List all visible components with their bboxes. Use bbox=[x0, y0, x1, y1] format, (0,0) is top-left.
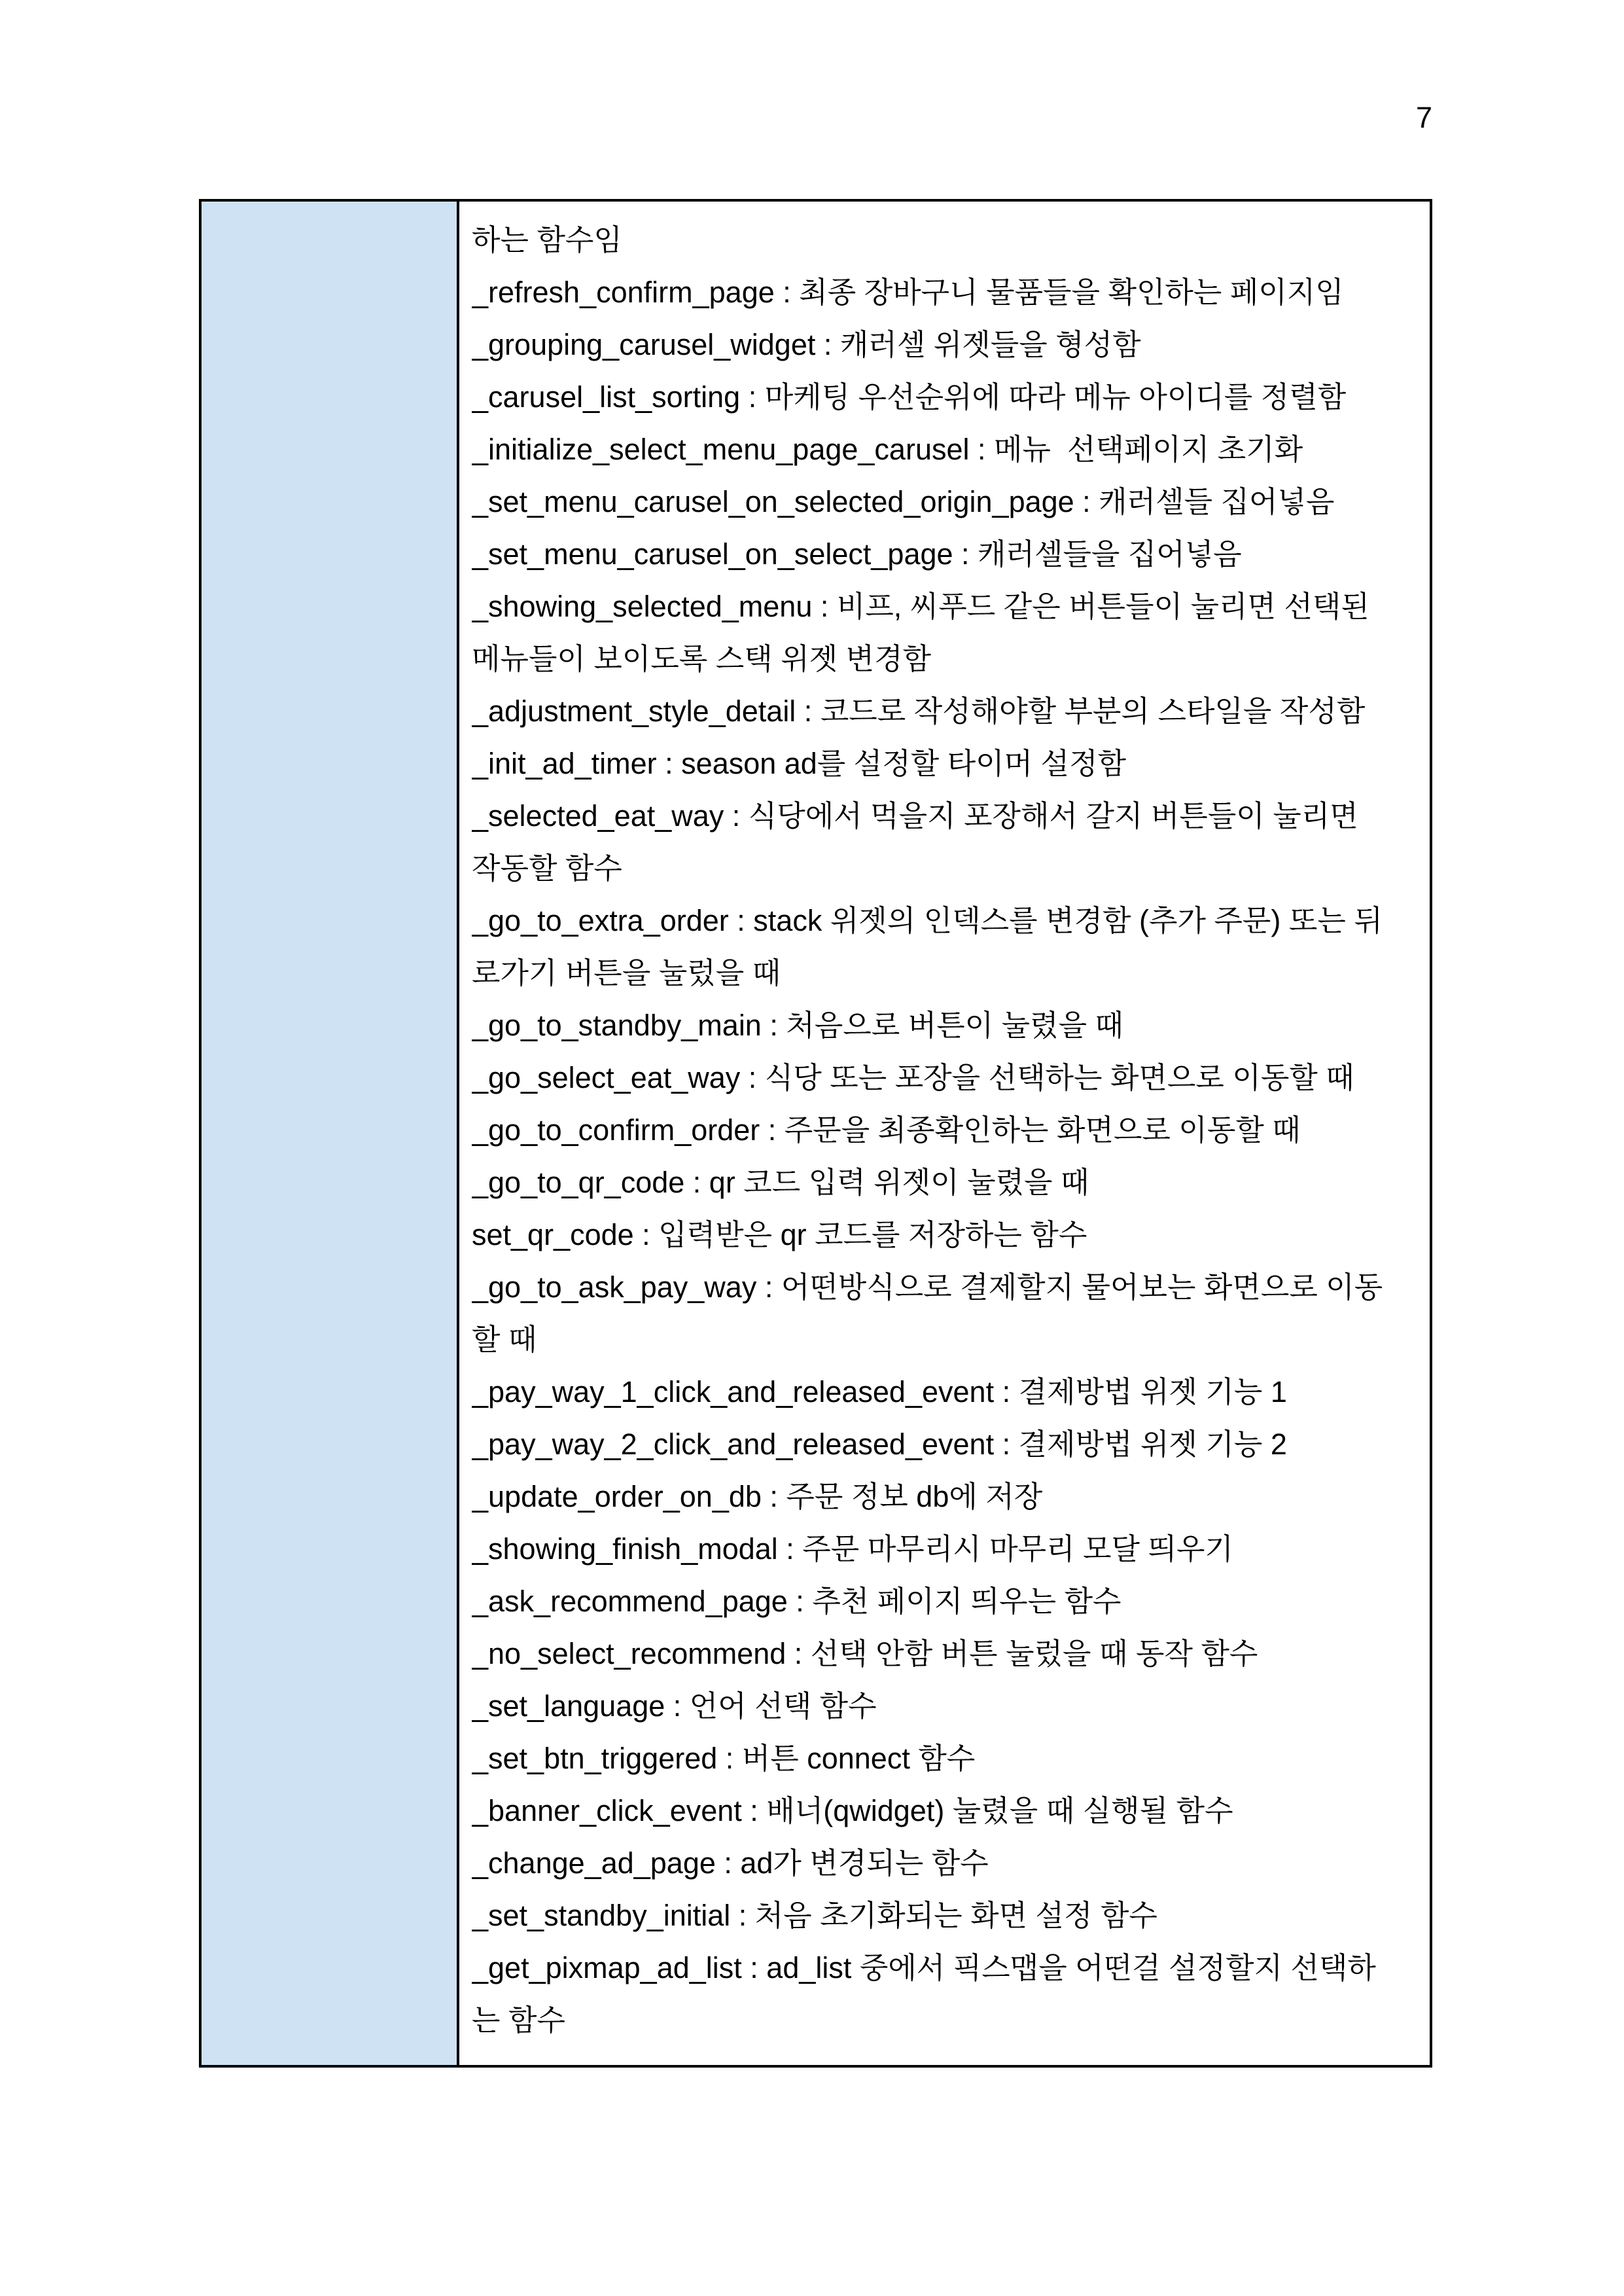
function-entry bbox=[472, 1104, 1417, 1157]
entry-line: _no_select_recommend : 선택 안함 버튼 눌렀을 때 동작 함수 bbox=[472, 1637, 1258, 1670]
function-entry bbox=[472, 1157, 1417, 1209]
entry-line: 는 함수 bbox=[472, 2003, 565, 2037]
function-entry bbox=[472, 528, 1417, 581]
function-entry bbox=[472, 214, 1417, 266]
function-entry bbox=[472, 581, 1417, 685]
function-entry bbox=[472, 476, 1417, 528]
entry-line: _update_order_on_db : 주문 정보 db에 저장 bbox=[472, 1480, 1043, 1513]
function-entry bbox=[472, 1837, 1417, 1890]
entry-line: _adjustment_style_detail : 코드로 작성해야할 부분의 스타일을 작성함 bbox=[472, 694, 1366, 728]
entry-line: _carusel_list_sorting : 마케팅 우선순위에 따라 메뉴 아이디를 정렬함 bbox=[472, 380, 1347, 414]
page-number: 7 bbox=[1415, 101, 1432, 134]
function-entry bbox=[472, 1890, 1417, 1942]
entry-line: _set_menu_carusel_on_select_page : 캐러셀들을 집어넣음 bbox=[472, 537, 1242, 571]
entry-line: 할 때 bbox=[472, 1323, 537, 1356]
entry-line: _set_language : 언어 선택 함수 bbox=[472, 1689, 877, 1723]
entry-line: 작동할 함수 bbox=[472, 852, 622, 885]
entry-line: _grouping_carusel_widget : 캐러셀 위젯들을 형성함 bbox=[472, 328, 1141, 361]
function-entry bbox=[472, 1680, 1417, 1732]
function-entry bbox=[472, 1209, 1417, 1261]
function-entry bbox=[472, 738, 1417, 790]
function-entry bbox=[472, 999, 1417, 1052]
function-table bbox=[199, 199, 1432, 2068]
entry-line: _set_standby_initial : 처음 초기화되는 화면 설정 함수 bbox=[472, 1899, 1157, 1932]
entry-line: _ask_recommend_page : 추천 페이지 띄우는 함수 bbox=[472, 1585, 1121, 1618]
function-entry bbox=[472, 1942, 1417, 2047]
function-entry bbox=[472, 790, 1417, 895]
entry-line: _pay_way_2_click_and_released_event : 결제방법 위젯 기능 2 bbox=[472, 1427, 1287, 1461]
table-left-cell bbox=[202, 202, 459, 2065]
entry-line: _get_pixmap_ad_list : ad_list 중에서 픽스맵을 어떤걸 설정할지 선택하 bbox=[472, 1951, 1376, 1984]
entry-line: _go_to_ask_pay_way : 어떤방식으로 결제할지 물어보는 화면으로 이동 bbox=[472, 1270, 1383, 1304]
entry-line: _initialize_select_menu_page_carusel : 메뉴 선택페이지 초기화 bbox=[472, 433, 1303, 466]
entry-line: _pay_way_1_click_and_released_event : 결제방법 위젯 기능 1 bbox=[472, 1375, 1287, 1408]
entry-line: _banner_click_event : 배너(qwidget) 눌렸을 때 실행될 함수 bbox=[472, 1794, 1233, 1827]
entry-line: _set_btn_triggered : 버튼 connect 함수 bbox=[472, 1742, 976, 1775]
entry-line: _go_select_eat_way : 식당 또는 포장을 선택하는 화면으로 이동할 때 bbox=[472, 1061, 1354, 1094]
function-entry bbox=[472, 685, 1417, 738]
function-entry bbox=[472, 1418, 1417, 1471]
function-entry bbox=[472, 1785, 1417, 1837]
entry-line: _init_ad_timer : season ad를 설정할 타이머 설정함 bbox=[472, 747, 1127, 780]
entry-line: set_qr_code : 입력받은 qr 코드를 저장하는 함수 bbox=[472, 1218, 1087, 1251]
table-right-cell bbox=[459, 202, 1430, 2065]
entry-line: _showing_finish_modal : 주문 마무리시 마무리 모달 띄우기 bbox=[472, 1532, 1233, 1566]
entry-line: _go_to_confirm_order : 주문을 최종확인하는 화면으로 이동할 때 bbox=[472, 1113, 1301, 1147]
function-entry bbox=[472, 423, 1417, 476]
function-entry bbox=[472, 319, 1417, 371]
function-entry bbox=[472, 1366, 1417, 1418]
entry-line: _showing_selected_menu : 비프, 씨푸드 같은 버튼들이 눌리면 선택된 bbox=[472, 590, 1369, 623]
entry-line: 메뉴들이 보이도록 스택 위젯 변경함 bbox=[472, 642, 932, 675]
entry-line: _selected_eat_way : 식당에서 먹을지 포장해서 갈지 버튼들이 눌리면 bbox=[472, 799, 1358, 833]
function-entry bbox=[472, 1732, 1417, 1785]
entry-line: 하는 함수임 bbox=[472, 223, 622, 257]
entry-line: _refresh_confirm_page : 최종 장바구니 물품들을 확인하는 페이지임 bbox=[472, 276, 1344, 309]
entry-line: _go_to_extra_order : stack 위젯의 인덱스를 변경함 (추가 주문) 또는 뒤 bbox=[472, 904, 1383, 937]
function-entry bbox=[472, 1471, 1417, 1523]
entry-line: _go_to_qr_code : qr 코드 입력 위젯이 눌렸을 때 bbox=[472, 1166, 1089, 1199]
function-entry bbox=[472, 1261, 1417, 1366]
entry-line: _set_menu_carusel_on_selected_origin_page : 캐러셀들 집어넣음 bbox=[472, 485, 1335, 518]
function-entry bbox=[472, 1523, 1417, 1575]
function-entry bbox=[472, 1052, 1417, 1104]
function-entry bbox=[472, 371, 1417, 423]
function-entry bbox=[472, 1575, 1417, 1628]
function-entry bbox=[472, 1628, 1417, 1680]
entry-line: _change_ad_page : ad가 변경되는 함수 bbox=[472, 1846, 989, 1880]
entry-line: 로가기 버튼을 눌렀을 때 bbox=[472, 956, 781, 990]
entry-line: _go_to_standby_main : 처음으로 버튼이 눌렸을 때 bbox=[472, 1009, 1124, 1042]
function-entry bbox=[472, 895, 1417, 999]
function-entry bbox=[472, 266, 1417, 319]
